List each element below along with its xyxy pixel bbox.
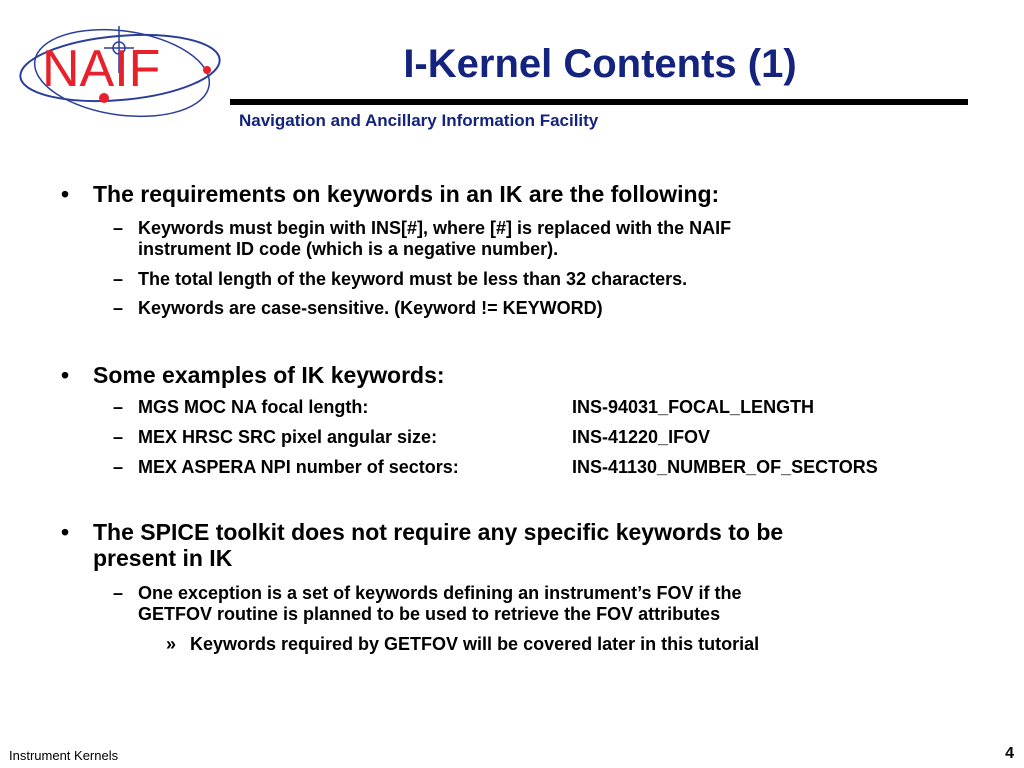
title-divider xyxy=(230,99,968,105)
bullet-examples xyxy=(61,362,963,388)
example-row xyxy=(113,427,938,448)
slide-title: I-Kernel Contents (1) xyxy=(403,42,797,86)
naif-logo-graphic xyxy=(12,18,232,118)
sub-bullet-text-line2: instrument ID code (which is a negative number). xyxy=(138,239,559,259)
bullet-text: The requirements on keywords in an IK are the following: xyxy=(93,181,720,207)
bullet-marker: • xyxy=(61,181,70,207)
bullet-text-line2: present in IK xyxy=(93,545,233,571)
bullet-requirements xyxy=(61,181,963,207)
sub-bullet-text: Keywords are case-sensitive. (Keyword != KEYWORD) xyxy=(138,298,603,318)
sub-sub-bullet-getfov xyxy=(166,634,760,655)
sub-bullet-text: The total length of the keyword must be less than 32 characters. xyxy=(138,269,688,289)
dash-marker: – xyxy=(113,457,124,477)
bullet-text: Some examples of IK keywords: xyxy=(93,362,445,388)
dash-marker: – xyxy=(113,427,124,447)
dash-marker: – xyxy=(113,397,124,417)
page-number: 4 xyxy=(1005,745,1014,762)
dash-marker: – xyxy=(113,583,124,603)
dash-marker: – xyxy=(113,218,124,238)
example-keyword: INS-41220_IFOV xyxy=(572,427,711,447)
bullet-toolkit xyxy=(61,519,963,571)
sub-bullet-text-line1: One exception is a set of keywords defining an instrument’s FOV if the xyxy=(138,583,742,603)
dash-marker: – xyxy=(113,269,124,289)
bullet-marker: • xyxy=(61,519,70,545)
raquo-marker: » xyxy=(166,634,177,654)
naif-logo xyxy=(12,18,232,118)
sub-bullet-text-line1: Keywords must begin with INS[#], where [#] is replaced with the NAIF xyxy=(138,218,732,238)
example-label: MGS MOC NA focal length: xyxy=(138,397,369,417)
example-keyword: INS-94031_FOCAL_LENGTH xyxy=(572,397,815,417)
sub-bullet-ins-prefix xyxy=(113,218,938,260)
dash-marker: – xyxy=(113,298,124,318)
bullet-text-line1: The SPICE toolkit does not require any specific keywords to be xyxy=(93,519,784,545)
sub-bullet-exception xyxy=(113,583,938,625)
example-keyword: INS-41130_NUMBER_OF_SECTORS xyxy=(572,457,878,477)
logo-text: NAIF xyxy=(42,40,161,98)
example-label: MEX HRSC SRC pixel angular size: xyxy=(138,427,438,447)
example-row xyxy=(113,457,938,478)
slide-subtitle: Navigation and Ancillary Information Facility xyxy=(239,111,599,130)
example-row xyxy=(113,397,938,418)
sub-bullet-text-line2: GETFOV routine is planned to be used to retrieve the FOV attributes xyxy=(138,604,721,624)
sub-sub-bullet-text: Keywords required by GETFOV will be covered later in this tutorial xyxy=(190,634,760,654)
sub-bullet-length xyxy=(113,269,938,290)
footer-label: Instrument Kernels xyxy=(9,748,119,763)
example-label: MEX ASPERA NPI number of sectors: xyxy=(138,457,459,477)
bullet-marker: • xyxy=(61,362,70,388)
sub-bullet-case xyxy=(113,298,938,319)
